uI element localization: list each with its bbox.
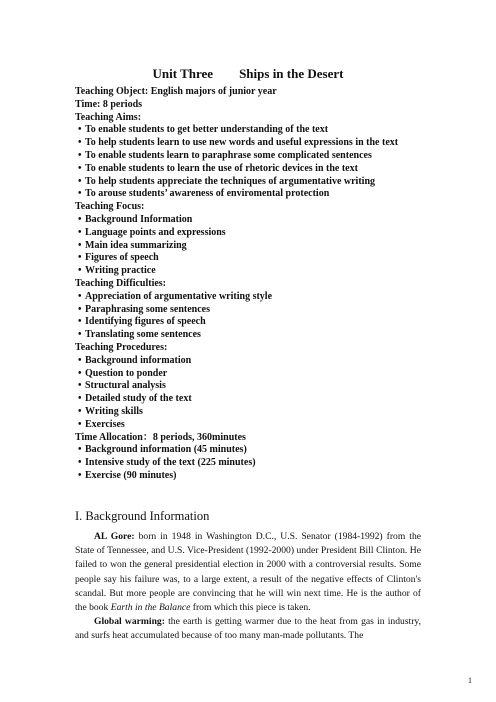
list-item: • Background information (45 minutes) bbox=[78, 444, 247, 456]
list-item: • To help students learn to use new words and useful expressions in the text bbox=[78, 137, 399, 149]
bullet-icon: • bbox=[78, 265, 82, 277]
list-item: • Main idea summarizing bbox=[78, 239, 187, 251]
aims-list bbox=[75, 124, 425, 201]
bullet-icon: • bbox=[78, 405, 82, 417]
list-item: • Appreciation of argumentative writing style bbox=[78, 290, 273, 302]
bullet-icon: • bbox=[78, 316, 82, 328]
bullet-icon: • bbox=[78, 149, 82, 161]
list-item: • Exercise (90 minutes) bbox=[78, 469, 177, 481]
focus-list bbox=[75, 214, 425, 278]
list-item: • Language points and expressions bbox=[78, 226, 226, 238]
aims-heading: Teaching Aims: bbox=[75, 111, 142, 123]
bullet-icon: • bbox=[78, 252, 82, 264]
bullet-icon: • bbox=[78, 354, 82, 366]
bullet-icon: • bbox=[78, 162, 82, 174]
book-title: Earth in the Balance bbox=[110, 602, 191, 614]
list-item: • To enable students to learn the use of rhetoric devices in the text bbox=[78, 162, 358, 174]
bullet-icon: • bbox=[78, 457, 82, 469]
bullet-icon: • bbox=[78, 329, 82, 341]
list-item: • Translating some sentences bbox=[78, 329, 201, 341]
paragraph-text: from which this piece is taken. bbox=[190, 602, 311, 614]
difficulties-heading: Teaching Difficulties: bbox=[75, 277, 167, 289]
paragraph-text: the earth is getting warmer due to the heat from gas in industry, and surfs heat accumulated because of too many man-made pollutants. The bbox=[75, 616, 421, 642]
section-heading-background: I. Background Information bbox=[75, 509, 210, 523]
bullet-icon: • bbox=[78, 418, 82, 430]
list-item: • Exercises bbox=[78, 418, 125, 430]
paragraph-global-warming bbox=[75, 615, 421, 643]
teaching-object: Teaching Object: English majors of junior year bbox=[75, 86, 277, 97]
bullet-icon: • bbox=[78, 303, 82, 315]
allocation-heading: Time Allocation：8 periods, 360minutes bbox=[75, 431, 246, 443]
list-item: • Figures of speech bbox=[78, 252, 159, 264]
list-item: • Identifying figures of speech bbox=[78, 316, 206, 328]
bullet-icon: • bbox=[78, 393, 82, 405]
paragraph-text: born in 1948 in Washington D.C., U.S. Senator (1984-1992) from the State of Tennessee, and U.S. Vice-President (1992-2000) under President Bill Clinton. He failed to won the general presidential election in 2000 with a controversial results. Some people say his failure was, to a large extent, a result of the negative effects of Clinton's scandal. But more people are convincing that he will win next time. He is the author of the book bbox=[75, 531, 422, 614]
list-item: • Writing practice bbox=[78, 265, 156, 277]
list-item: • To enable students learn to paraphrase some complicated sentences bbox=[78, 149, 372, 161]
procedures-heading: Teaching Procedures: bbox=[75, 341, 168, 353]
list-item: • To arouse students’ awareness of enviromental protection bbox=[78, 188, 330, 200]
paragraph-al-gore bbox=[75, 530, 421, 615]
page-number: 1 bbox=[468, 676, 472, 685]
bullet-icon: • bbox=[78, 213, 82, 225]
bullet-icon: • bbox=[78, 188, 82, 200]
list-item: • Detailed study of the text bbox=[78, 393, 192, 405]
procedures-list bbox=[75, 355, 425, 432]
bullet-icon: • bbox=[78, 175, 82, 187]
list-item: • Intensive study of the text (225 minutes) bbox=[78, 457, 256, 469]
term-label: Global warming: bbox=[94, 616, 165, 627]
allocation-list bbox=[75, 444, 425, 482]
bullet-icon: • bbox=[78, 367, 82, 379]
list-item: • Background information bbox=[78, 354, 192, 366]
focus-heading: Teaching Focus: bbox=[75, 201, 145, 213]
bullet-icon: • bbox=[78, 239, 82, 251]
bullet-icon: • bbox=[78, 124, 82, 136]
document-title: Unit Three Ships in the Desert bbox=[152, 66, 344, 81]
bullet-icon: • bbox=[78, 469, 82, 481]
bullet-icon: • bbox=[78, 444, 82, 456]
teaching-time: Time: 8 periods bbox=[75, 98, 143, 110]
list-item: • Question to ponder bbox=[78, 367, 168, 379]
bullet-icon: • bbox=[78, 380, 82, 392]
list-item: • Background Information bbox=[78, 213, 193, 225]
term-label: AL Gore: bbox=[94, 531, 135, 542]
list-item: • Structural analysis bbox=[78, 380, 166, 392]
bullet-icon: • bbox=[78, 137, 82, 149]
list-item: • To help students appreciate the techniques of argumentative writing bbox=[78, 175, 375, 187]
teaching-info-block bbox=[75, 86, 425, 483]
difficulties-list bbox=[75, 291, 425, 342]
bullet-icon: • bbox=[78, 290, 82, 302]
list-item: • Writing skills bbox=[78, 405, 143, 417]
bullet-icon: • bbox=[78, 226, 82, 238]
list-item: • To enable students to get better understanding of the text bbox=[78, 124, 329, 136]
list-item: • Paraphrasing some sentences bbox=[78, 303, 210, 315]
